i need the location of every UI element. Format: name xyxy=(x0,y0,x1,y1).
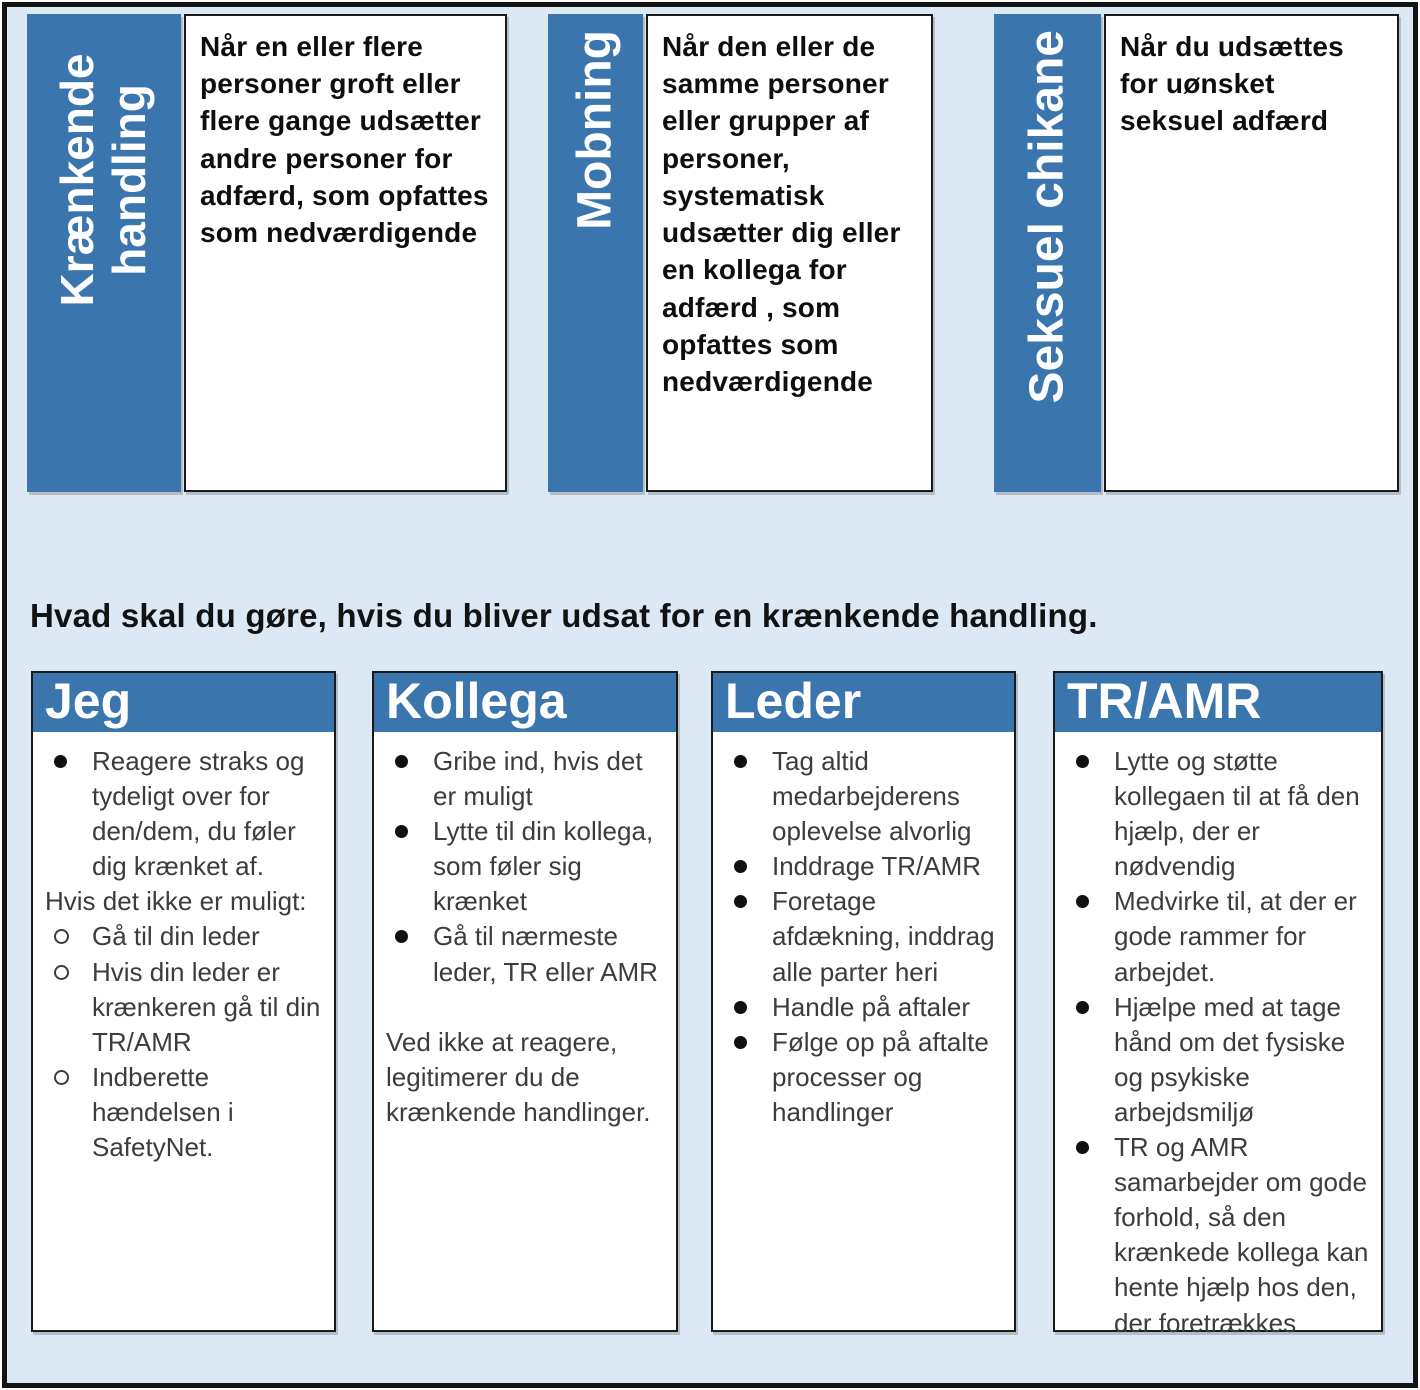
action-list xyxy=(374,732,676,1130)
list-item: Inddrage TR/AMR xyxy=(713,849,1008,884)
bullet-disc-icon xyxy=(395,919,433,943)
list-item: Lytte til din kollega, som føler sig krænket xyxy=(374,814,670,919)
action-card-jeg xyxy=(31,671,336,1332)
list-item: Gribe ind, hvis det er muligt xyxy=(374,744,670,814)
list-item: Hvis din leder er krænkeren gå til din TR/AMR xyxy=(33,955,328,1060)
list-item: Gå til din leder xyxy=(33,919,328,954)
bullet-circle-icon xyxy=(54,919,92,944)
action-card-title: Leder xyxy=(725,673,862,729)
bullet-disc-icon xyxy=(734,849,772,873)
bullet-disc-icon xyxy=(734,884,772,908)
list-item: Gå til nærmeste leder, TR eller AMR xyxy=(374,919,670,989)
list-item: Handle på aftaler xyxy=(713,990,1008,1025)
bullet-disc-icon xyxy=(1076,1130,1114,1154)
vertical-label-wrap xyxy=(548,14,643,492)
action-card-tr-amr xyxy=(1053,671,1383,1338)
bullet-disc-icon xyxy=(1076,990,1114,1014)
bullet-circle-icon xyxy=(54,1060,92,1085)
action-card-header xyxy=(33,673,334,732)
definition-label: Mobning xyxy=(568,30,622,230)
action-list xyxy=(713,732,1014,1130)
definition-label: Krænkende handling xyxy=(51,53,155,307)
list-item: Indberette hændelsen i SafetyNet. xyxy=(33,1060,328,1165)
bullet-disc-icon xyxy=(734,990,772,1014)
list-item: TR og AMR samarbejder om gode forhold, så den krænkede kollega kan hente hjælp hos den, der foretrækkes xyxy=(1055,1130,1375,1341)
bullet-disc-icon xyxy=(734,1025,772,1049)
list-item: Tag altid medarbejderens oplevelse alvorlig xyxy=(713,744,1008,849)
bullet-disc-icon xyxy=(395,744,433,768)
definition-description-panel-seksuel-chikane xyxy=(1104,14,1399,492)
definition-description-panel-mobning xyxy=(646,14,933,492)
list-item: Hjælpe med at tage hånd om det fysiske og psykiske arbejdsmiljø xyxy=(1055,990,1375,1130)
bullet-disc-icon xyxy=(54,744,92,768)
vertical-label-wrap xyxy=(27,14,181,492)
section-heading: Hvad skal du gøre, hvis du bliver udsat for en krænkende handling. xyxy=(30,597,1098,634)
list-item: Hvis det ikke er muligt: xyxy=(45,886,307,917)
action-list xyxy=(33,732,334,1165)
definition-label-panel-seksuel-chikane xyxy=(994,14,1101,492)
action-card-header xyxy=(1055,673,1381,732)
definition-label: Seksuel chikane xyxy=(1020,30,1074,404)
vertical-label-wrap xyxy=(994,14,1101,492)
bullet-disc-icon xyxy=(1076,744,1114,768)
list-item: Reagere straks og tydeligt over for den/dem, du føler dig krænket af. xyxy=(33,744,328,884)
bullet-disc-icon xyxy=(1076,884,1114,908)
list-item: Lytte og støtte kollegaen til at få den hjælp, der er nødvendig xyxy=(1055,744,1375,884)
definition-label-panel-kraenkende-handling xyxy=(27,14,181,492)
action-card-leder xyxy=(711,671,1016,1332)
definition-description: Når den eller de samme personer eller grupper af personer, systematisk udsætter dig eller en kollega for adfærd , som opfattes som nedværdigende xyxy=(662,31,901,398)
definition-description: Når en eller flere personer groft eller flere gange udsætter andre personer for adfærd, som opfattes som nedværdigende xyxy=(200,31,489,249)
list-item: Ved ikke at reagere, legitimerer du de krænkende handlinger. xyxy=(386,1026,651,1127)
list-item: Medvirke til, at der er gode rammer for arbejdet. xyxy=(1055,884,1375,989)
action-card-header xyxy=(374,673,676,732)
definition-label-panel-mobning xyxy=(548,14,643,492)
action-card-header xyxy=(713,673,1014,732)
action-card-title: Kollega xyxy=(386,673,567,729)
bullet-disc-icon xyxy=(734,744,772,768)
bullet-circle-icon xyxy=(54,955,92,980)
action-card-title: TR/AMR xyxy=(1067,673,1262,729)
list-item: Foretage afdækning, inddrag alle parter heri xyxy=(713,884,1008,989)
action-list xyxy=(1055,732,1381,1341)
definition-description: Når du udsættes for uønsket seksuel adfærd xyxy=(1120,31,1344,137)
bullet-disc-icon xyxy=(395,814,433,838)
definition-description-panel-kraenkende-handling xyxy=(184,14,507,492)
action-card-title: Jeg xyxy=(45,673,132,729)
list-item: Følge op på aftalte processer og handlinger xyxy=(713,1025,1008,1130)
action-card-kollega xyxy=(372,671,678,1332)
